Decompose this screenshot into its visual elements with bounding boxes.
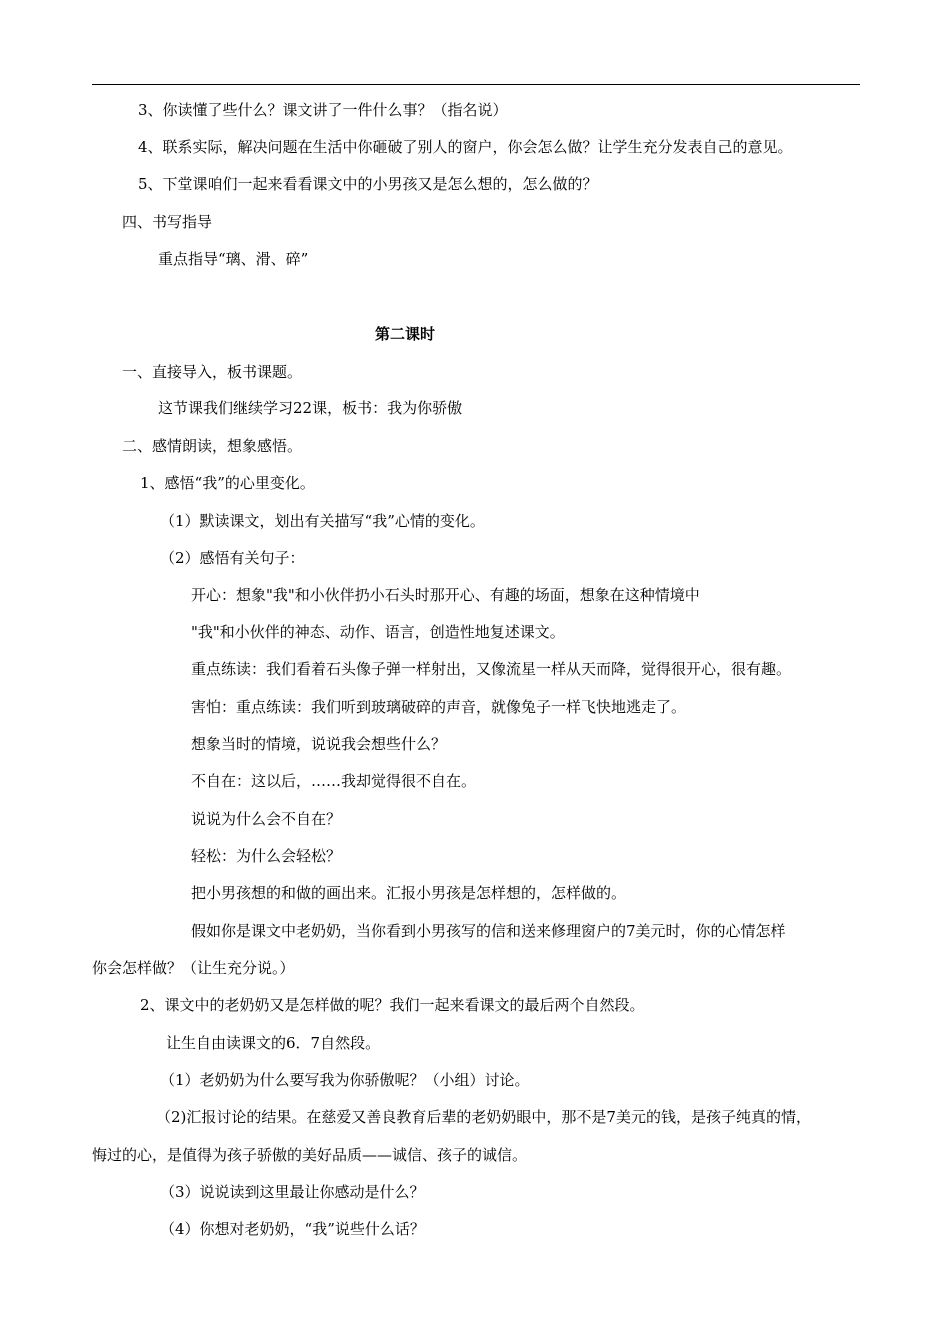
paragraph-line: （1）默读课文，划出有关描写“我”心情的变化。: [160, 512, 485, 530]
paragraph-line: （1）老奶奶为什么要写我为你骄傲呢？（小组）讨论。: [160, 1071, 530, 1089]
paragraph-line: （2)汇报讨论的结果。在慈爱又善良教育后辈的老奶奶眼中，那不是7美元的钱，是孩子纯真的情，: [156, 1108, 811, 1126]
paragraph-line: 说说为什么会不自在？: [191, 810, 342, 828]
paragraph-line: 不自在：这以后，……我却觉得很不自在。: [191, 772, 477, 790]
paragraph-line: （3）说说读到这里最让你感动是什么？: [160, 1183, 425, 1201]
paragraph-line: 把小男孩想的和做的画出来。汇报小男孩是怎样想的，怎样做的。: [191, 884, 627, 902]
paragraph-line: 1、感悟“我”的心里变化。: [140, 474, 315, 492]
paragraph-line: 4、联系实际，解决问题在生活中你砸破了别人的窗户，你会怎么做？让学生充分发表自己的意见。: [138, 138, 793, 156]
header-rule: [92, 84, 860, 85]
paragraph-line: 想象当时的情境，说说我会想些什么？: [191, 735, 447, 753]
section-heading: 一、直接导入，板书课题。: [122, 363, 303, 381]
lesson-title: 第二课时: [374, 325, 435, 343]
section-heading: 四、书写指导: [122, 213, 213, 231]
paragraph-line: 2、课文中的老奶奶又是怎样做的呢？我们一起来看课文的最后两个自然段。: [140, 996, 645, 1014]
paragraph-line: 让生自由读课文的6．7自然段。: [166, 1034, 381, 1052]
paragraph-line: 悔过的心，是值得为孩子骄傲的美好品质——诚信、孩子的诚信。: [92, 1146, 528, 1164]
paragraph-line: 开心：想象"我"和小伙伴扔小石头时那开心、有趣的场面，想象在这种情境中: [191, 586, 700, 604]
paragraph-line: 3、你读懂了些什么？课文讲了一件什么事？（指名说）: [138, 101, 508, 119]
paragraph-line: 重点练读：我们看着石头像子弹一样射出，又像流星一样从天而降，觉得很开心，很有趣。: [191, 660, 792, 678]
paragraph-line: 这节课我们继续学习22课，板书：我为你骄傲: [158, 399, 463, 417]
paragraph-line: （2）感悟有关句子：: [160, 549, 305, 567]
paragraph-line: 轻松：为什么会轻松？: [191, 847, 342, 865]
section-heading: 二、感情朗读，想象感悟。: [122, 437, 303, 455]
paragraph-line: "我"和小伙伴的神态、动作、语言，创造性地复述课文。: [191, 623, 565, 641]
paragraph-line: 害怕：重点练读：我们听到玻璃破碎的声音，就像兔子一样飞快地逃走了。: [191, 698, 687, 716]
paragraph-line: 5、下堂课咱们一起来看看课文中的小男孩又是怎么想的，怎么做的？: [138, 175, 598, 193]
paragraph-line: （4）你想对老奶奶，“我”说些什么话？: [160, 1220, 425, 1238]
paragraph-line: 重点指导“璃、滑、碎”: [158, 250, 309, 268]
paragraph-line: 你会怎样做？（让生充分说。）: [92, 959, 295, 977]
paragraph-line: 假如你是课文中老奶奶，当你看到小男孩写的信和送来修理窗户的7美元时，你的心情怎样: [191, 922, 786, 940]
